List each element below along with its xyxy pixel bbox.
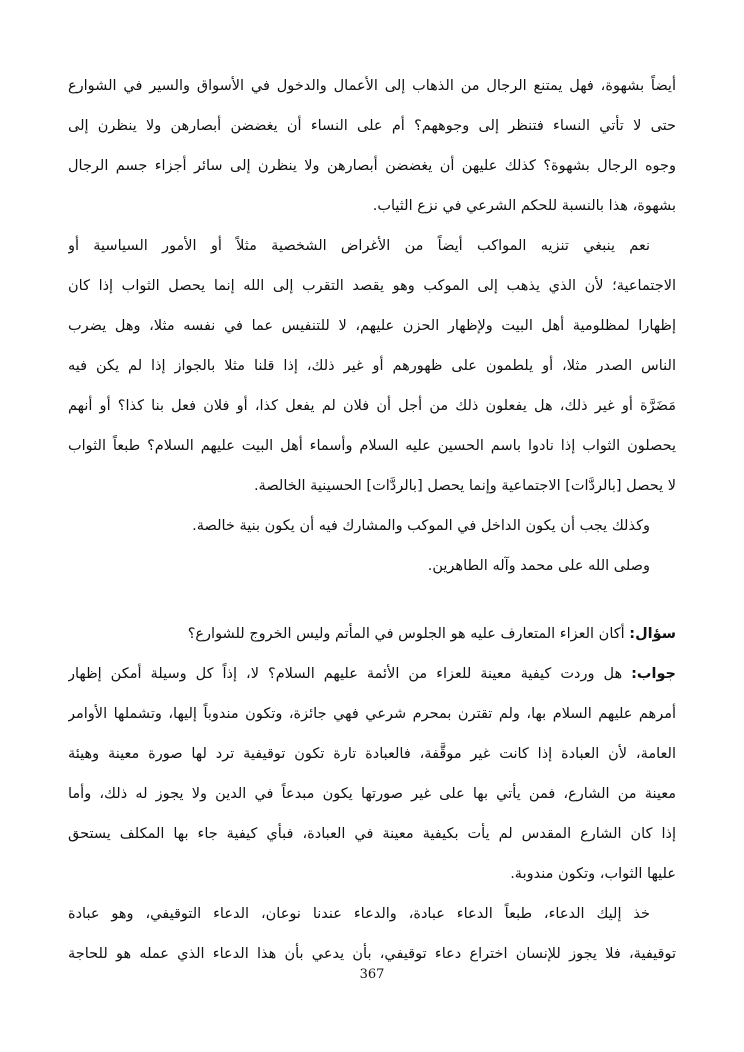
answer-first-line [68, 660, 676, 700]
text-line: أمرهم عليهم السلام بها، ولم تقترن بمحرم شرعي فهي جائزة، وتكون مندوباً إليها، وتشملها الأوامر [68, 706, 676, 722]
answer-label: جواب: [631, 666, 676, 682]
text-line: الناس الصدر مثلا، أو يلطمون على ظهورهم أو غير ذلك، إذا قلنا مثلا بالجواز إذا لم يكن فيه [68, 358, 676, 374]
text-line: عليها الثواب، وتكون مندوبة. [510, 866, 676, 882]
section-gap [68, 592, 676, 620]
text-line: العامة، لأن العبادة إذا كانت غير موقَّفة، فالعبادة تارة تكون توقيفية ترد لها صورة معينة وهيئة [68, 746, 676, 762]
text-line: خذ إليك الدعاء، طبعاً الدعاء عبادة، والدعاء عندنا نوعان، الدعاء التوقيفي، وهو عبادة [68, 906, 650, 922]
question-text: أكان العزاء المتعارف عليه هو الجلوس في المأتم وليس الخروج للشوارع؟ [187, 626, 630, 642]
answer-text: هل وردت كيفية معينة للعزاء من الأئمة عليهم السلام؟ لا، إذاً كل وسيلة أمكن إظهار [68, 666, 632, 682]
question-label: سؤال: [629, 626, 676, 642]
text-line: مَضَرَّة أو غير ذلك، هل يفعلون ذلك من أجل أن فلان لم يفعل كذا، أو فلان فعل بنا كذا؟ أو أنهم [68, 398, 676, 414]
text-line: لا يحصل [بالردَّات] الاجتماعية وإنما يحصل [بالردَّات] الحسينية الخالصة. [253, 478, 676, 494]
text-line: بشهوة، هذا بالنسبة للحكم الشرعي في نزع الثياب. [372, 198, 676, 214]
text-line: وكذلك يجب أن يكون الداخل في الموكب والمشارك فيه أن يكون بنية خالصة. [192, 518, 650, 534]
text-line: وصلى الله على محمد وآله الطاهرين. [427, 558, 650, 574]
text-line: إظهارا لمظلومية أهل البيت ولإظهار الحزن عليهم، لا للتنفيس عما في نفسه مثلا، وهل يضرب [68, 318, 676, 334]
text-line: يحصلون الثواب إذا نادوا باسم الحسين عليه السلام وأسماء أهل البيت عليهم السلام؟ طبعاً الثواب [68, 438, 676, 454]
text-line: أيضاً بشهوة، فهل يمتنع الرجال من الذهاب إلى الأعمال والدخول في الأسواق والسير في الشوارع [68, 78, 676, 94]
text-line: وجوه الرجال بشهوة؟ كذلك عليهن أن يغضضن أبصارهن ولا ينظرن إلى سائر أجزاء جسم الرجال [68, 158, 676, 174]
page-number: 367 [359, 967, 385, 982]
text-line: نعم ينبغي تنزيه المواكب أيضاً من الأغراض الشخصية مثلاً أو الأمور السياسية أو [68, 238, 650, 254]
text-line: الاجتماعية؛ لأن الذي يذهب إلى الموكب وهو يقصد التقرب إلى الله إنما يحصل الثواب إذا كان [68, 278, 676, 294]
text-line: معينة من الشارع، فمن يأتي بها على غير صورتها يكون مبدعاً في الدين ولا يجوز له ذلك، وأما [68, 786, 676, 802]
question-line [68, 620, 676, 660]
text-line: حتى لا تأتي النساء فتنظر إلى وجوههم؟ أم على النساء أن يغضضن أبصارهن ولا ينظرن إلى [68, 118, 676, 134]
text-line: توقيفية، فلا يجوز للإنسان اختراع دعاء توقيفي، بأن يدعي بأن هذا الدعاء الذي عمله هو للحاجة [68, 946, 676, 962]
document-body [68, 72, 676, 980]
text-line: إذا كان الشارع المقدس لم يأت بكيفية معينة في العبادة، فبأي كيفية جاء بها المكلف يستحق [68, 826, 676, 842]
